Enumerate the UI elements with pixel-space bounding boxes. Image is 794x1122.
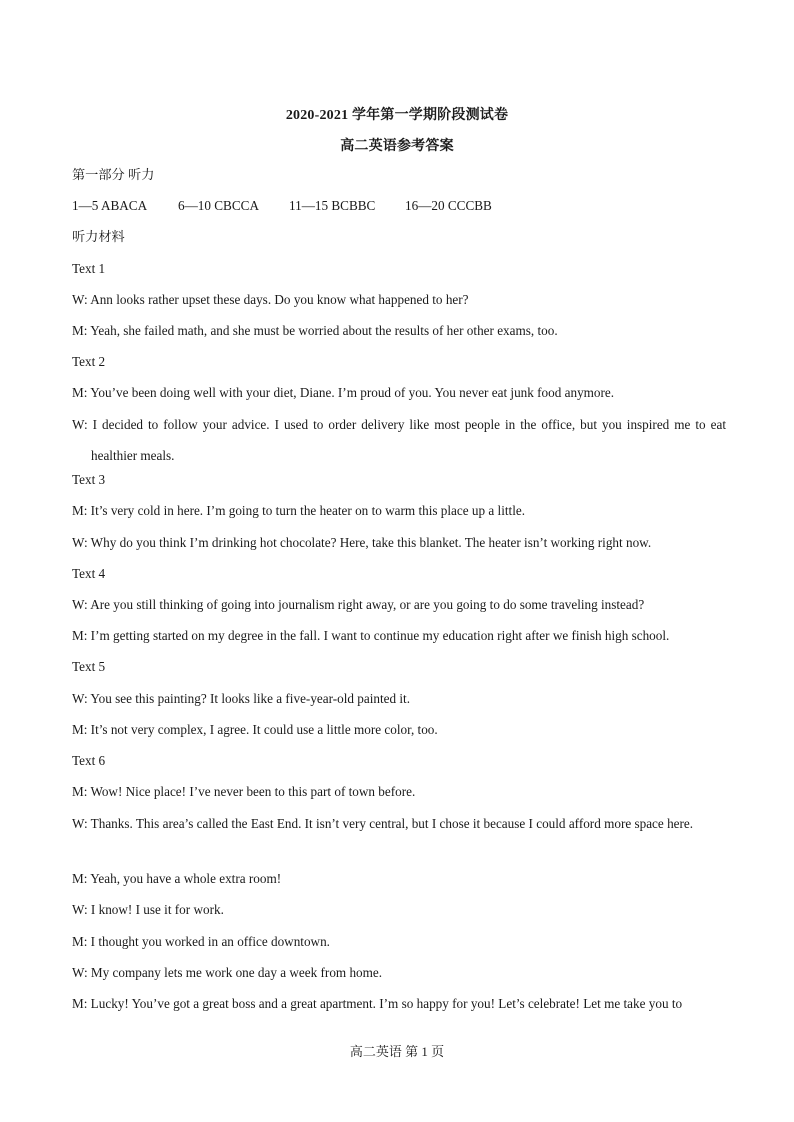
dialogue-line: M: Yeah, she failed math, and she must be worried about the results of her other exams, too. [72, 322, 558, 338]
dialogue-line: M: I’m getting started on my degree in the fall. I want to continue my education right after we finish high school. [72, 628, 670, 644]
section-heading: 第一部分 听力 [72, 167, 155, 182]
dialogue-line: M: I thought you worked in an office downtown. [72, 933, 330, 949]
dialogue-line: M: Yeah, you have a whole extra room! [72, 871, 282, 887]
text-label: Text 2 [72, 354, 106, 370]
dialogue-line: W: I know! I use it for work. [72, 902, 224, 918]
dialogue-line: W: Thanks. This area’s called the East End. It isn’t very central, but I chose it because I could afford more space here. [72, 815, 694, 831]
answer-group: 11—15 BCBBC [289, 198, 376, 214]
dialogue-line: M: It’s very cold in here. I’m going to turn the heater on to warm this place up a little. [72, 503, 526, 519]
text-label: Text 1 [72, 260, 106, 276]
text-label: Text 3 [72, 472, 106, 488]
text-label: Text 5 [72, 659, 106, 675]
page-footer: 高二英语 第 1 页 [349, 1044, 445, 1059]
answer-group: 16—20 CCCBB [405, 198, 492, 214]
dialogue-line: M: You’ve been doing well with your diet, Diane. I’m proud of you. You never eat junk food anymore. [72, 385, 615, 401]
dialogue-line: W: Ann looks rather upset these days. Do you know what happened to her? [72, 291, 469, 307]
dialogue-line: M: Wow! Nice place! I’ve never been to this part of town before. [72, 784, 416, 800]
dialogue-line: M: It’s not very complex, I agree. It could use a little more color, too. [72, 721, 438, 737]
document-title: 2020-2021 学年第一学期阶段测试卷 [285, 108, 509, 123]
dialogue-line: W: I decided to follow your advice. I used to order delivery like most people in the office, but you inspired me to eat healthier meals. [72, 416, 726, 464]
dialogue-line: W: You see this painting? It looks like a five-year-old painted it. [72, 690, 411, 706]
document-subtitle: 高二英语参考答案 [340, 139, 454, 154]
dialogue-line: W: Why do you think I’m drinking hot chocolate? Here, take this blanket. The heater isn’t working right now. [72, 534, 652, 550]
dialogue-line: W: My company lets me work one day a week from home. [72, 964, 383, 980]
dialogue-line: M: Lucky! You’ve got a great boss and a great apartment. I’m so happy for you! Let’s celebrate! Let me take you to [72, 995, 683, 1011]
text-label: Text 4 [72, 565, 106, 581]
dialogue-line: W: Are you still thinking of going into journalism right away, or are you going to do some traveling instead? [72, 597, 645, 613]
materials-heading: 听力材料 [72, 229, 125, 245]
document-body [72, 166, 726, 1026]
answer-key [72, 197, 726, 228]
text-label: Text 6 [72, 752, 106, 768]
answer-group: 6—10 CBCCA [178, 198, 259, 214]
answer-group: 1—5 ABACA [72, 198, 148, 214]
